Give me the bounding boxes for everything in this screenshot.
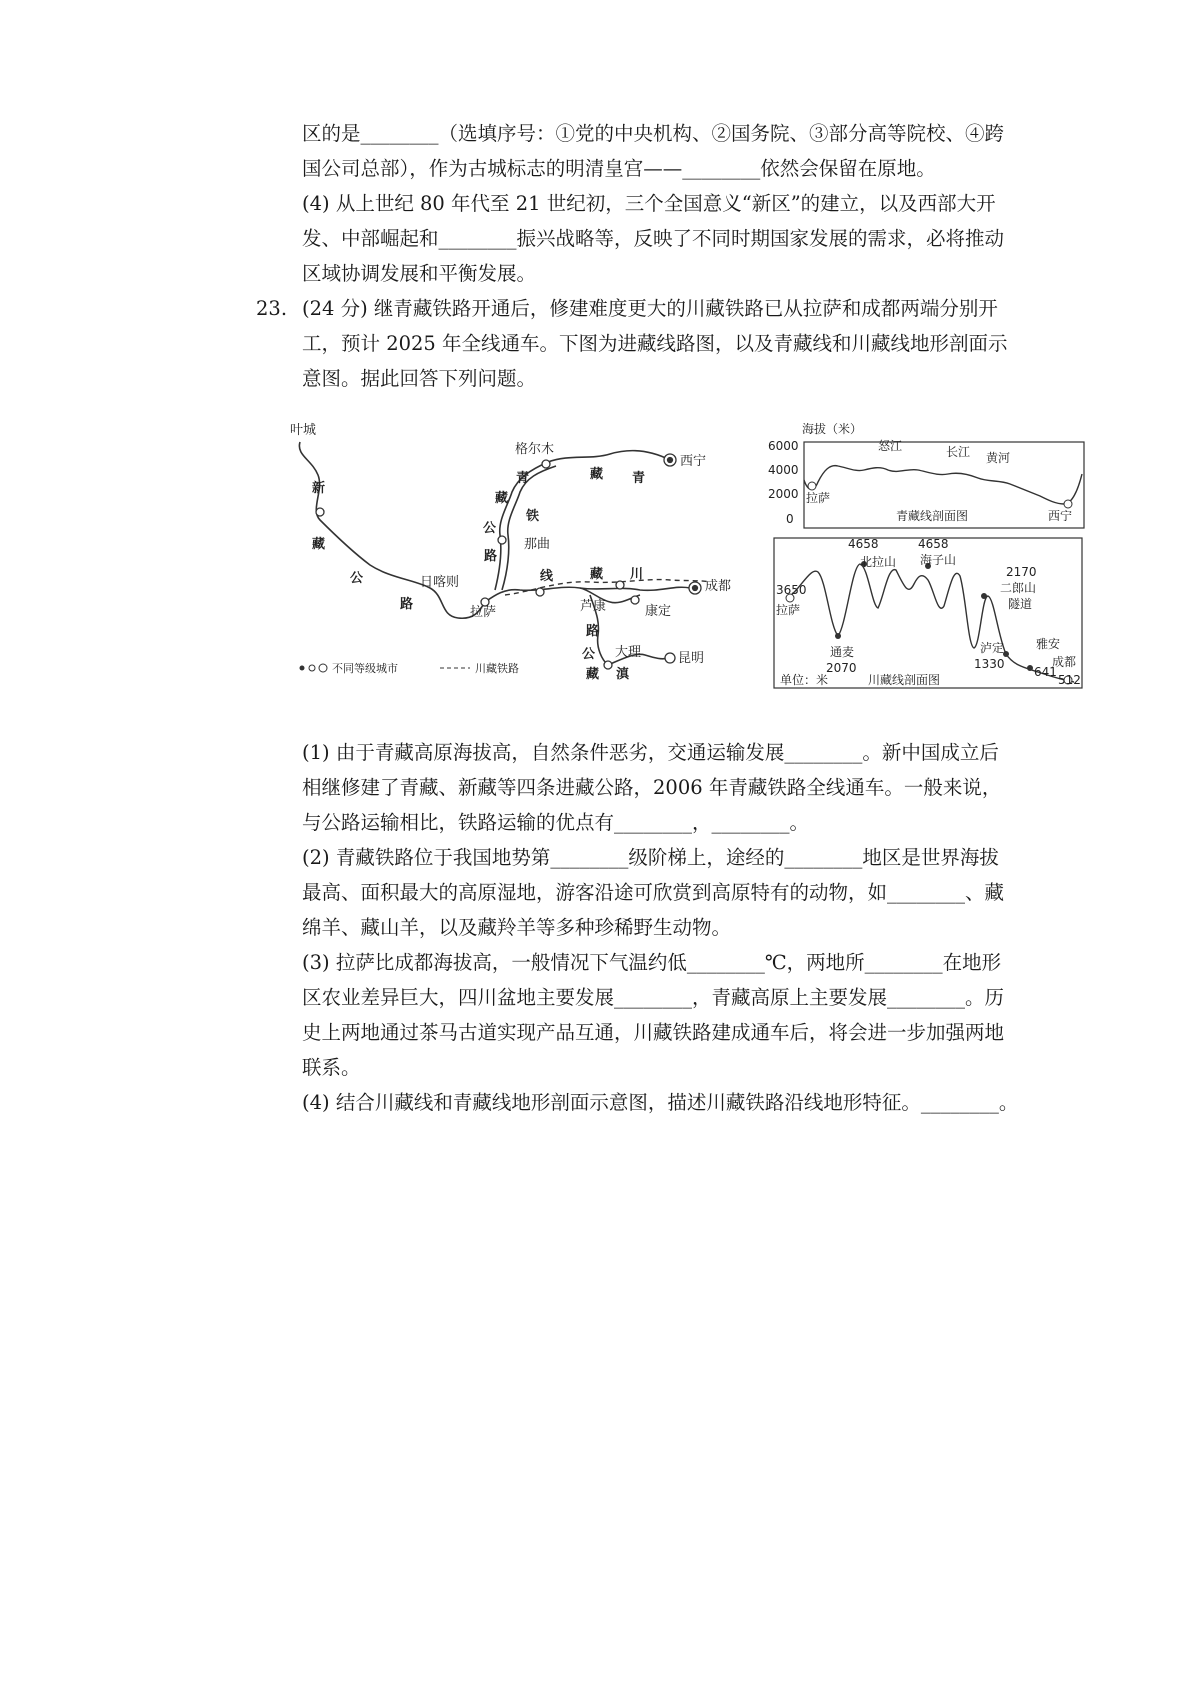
cz-chengdu-value: 512: [1058, 673, 1081, 687]
text-line: 意图。据此回答下列问题。: [302, 367, 537, 390]
text-line: 区的是________（选填序号：①党的中央机构、②国务院、③部分高等院校、④跨: [302, 122, 1005, 145]
cz-luding-name: 泸定: [980, 641, 1005, 655]
label-xian: 线: [540, 569, 554, 584]
cz-profile-svg: [768, 536, 1086, 692]
q23-part4: [302, 1085, 1062, 1120]
cz-peak1-value: 4658: [848, 537, 879, 551]
label-qing: 青: [632, 471, 646, 486]
text-line: 发、中部崛起和________振兴战略等，反映了不同时期国家发展的需求，必将推动: [302, 227, 1005, 250]
label-zang: 藏: [312, 537, 326, 552]
text-line: 区域协调发展和平衡发展。: [302, 262, 537, 285]
cz-yaan-value: 641: [1034, 665, 1057, 679]
label-gong: 公: [483, 521, 497, 536]
cz-chengdu-name: 成都: [1052, 655, 1077, 669]
label-tie: 铁: [526, 509, 540, 524]
label-xining: 西宁: [680, 454, 707, 469]
text-line: (3) 拉萨比成都海拔高，一般情况下气温约低________℃，两地所________在地形: [302, 951, 1002, 974]
label-kangding: 康定: [645, 604, 672, 619]
q22-part4: [302, 186, 1062, 291]
legend-rail: 川藏铁路: [475, 662, 519, 675]
text-line: 史上两地通过茶马古道实现产品互通，川藏铁路建成通车后，将会进一步加强两地: [302, 1021, 1005, 1044]
qz-tick: 2000: [768, 487, 799, 501]
text-line: 相继修建了青藏、新藏等四条进藏公路，2006 年青藏铁路全线通车。一般来说，: [302, 776, 1002, 799]
label-gong: 公: [582, 647, 596, 662]
label-zang: 藏: [590, 567, 604, 582]
label-chengdu: 成都: [705, 579, 732, 594]
label-nagqu: 那曲: [524, 537, 551, 552]
text-line: 工，预计 2025 年全线通车。下图为进藏线路图，以及青藏线和川藏线地形剖面示: [302, 332, 1008, 355]
cz-caption: 川藏线剖面图: [868, 673, 941, 687]
route-map: [290, 420, 760, 690]
cz-peak2-value: 4658: [918, 537, 949, 551]
cz-unit: 单位：米: [780, 673, 829, 687]
q23-part3: [302, 945, 1062, 1085]
text-line: (1) 由于青藏高原海拔高，自然条件恶劣，交通运输发展________。新中国成立后: [302, 741, 999, 764]
label-zang: 藏: [586, 667, 600, 682]
text-line: 最高、面积最大的高原湿地，游客沿途可欣赏到高原特有的动物，如________、藏: [302, 881, 1005, 904]
qz-caption: 青藏线剖面图: [896, 509, 969, 523]
text-line: (4) 结合川藏线和青藏线地形剖面示意图，描述川藏铁路沿线地形特征。________。: [302, 1091, 1019, 1114]
label-lu: 路: [400, 597, 414, 612]
cz-tunnel-name: 隧道: [1008, 597, 1033, 611]
label-zang: 藏: [590, 467, 604, 482]
label-chuan: 川: [630, 567, 644, 582]
label-lu: 路: [484, 549, 498, 564]
route-map-svg: [290, 420, 760, 690]
qz-profile-svg: [768, 420, 1086, 532]
text-line: (24 分) 继青藏铁路开通后，修建难度更大的川藏铁路已从拉萨和成都两端分别开: [302, 297, 998, 320]
cz-start-value: 3650: [776, 583, 807, 597]
label-dian: 滇: [616, 667, 630, 682]
question-number: 23.: [256, 297, 288, 320]
label-lu: 路: [586, 624, 600, 639]
qz-river: 怒江: [878, 439, 903, 453]
q22-continued: [302, 116, 1062, 186]
cz-profile: [768, 536, 1086, 692]
qz-start: 拉萨: [806, 491, 831, 505]
label-dali: 大理: [615, 645, 642, 660]
label-qing: 青: [516, 471, 530, 486]
text-line: 国公司总部），作为古城标志的明清皇宫——________依然会保留在原地。: [302, 157, 936, 180]
legend-city: 不同等级城市: [332, 662, 398, 675]
q23-part1: [302, 735, 1062, 840]
cz-peak1-name: 北拉山: [860, 555, 897, 569]
label-lhasa: 拉萨: [470, 605, 497, 620]
label-yecheng: 叶城: [290, 423, 317, 438]
label-shigatse: 日喀则: [420, 575, 460, 590]
q23-part2: [302, 840, 1062, 945]
cz-start-name: 拉萨: [776, 603, 801, 617]
text-line: 绵羊、藏山羊，以及藏羚羊等多种珍稀野生动物。: [302, 916, 732, 939]
qz-tick: 6000: [768, 439, 799, 453]
cz-tunnel-value: 2170: [1006, 565, 1037, 579]
qz-end: 西宁: [1048, 509, 1073, 523]
cz-yaan-name: 雅安: [1036, 637, 1061, 651]
text-line: (4) 从上世纪 80 年代至 21 世纪初，三个全国意义“新区”的建立，以及西部大开: [302, 192, 996, 215]
cz-tongmai-value: 2070: [826, 661, 857, 675]
qz-ylabel: 海拔（米）: [802, 422, 863, 436]
cz-tongmai-name: 通麦: [830, 645, 855, 659]
label-xin: 新: [312, 481, 326, 496]
cz-luding-value: 1330: [974, 657, 1005, 671]
qz-river: 黄河: [986, 451, 1011, 465]
label-zang: 藏: [495, 491, 509, 506]
label-geermu: 格尔木: [515, 442, 555, 457]
qz-river: 长江: [946, 445, 971, 459]
label-nyingchi: 芦康: [580, 599, 607, 614]
cz-tunnel-name: 二郎山: [1000, 581, 1037, 595]
qz-profile: [768, 420, 1086, 532]
cz-peak2-name: 海子山: [920, 553, 957, 567]
text-line: (2) 青藏铁路位于我国地势第________级阶梯上，途经的________地区是世界海拔: [302, 846, 999, 869]
text-line: 区农业差异巨大，四川盆地主要发展________，青藏高原上主要发展________。历: [302, 986, 1005, 1009]
label-gong: 公: [350, 571, 364, 586]
q23-stem: [302, 291, 1062, 396]
text-line: 联系。: [302, 1056, 361, 1079]
qz-tick: 4000: [768, 463, 799, 477]
text-line: 与公路运输相比，铁路运输的优点有________，________。: [302, 811, 810, 834]
qz-tick: 0: [786, 512, 794, 526]
label-kunming: 昆明: [678, 651, 705, 666]
